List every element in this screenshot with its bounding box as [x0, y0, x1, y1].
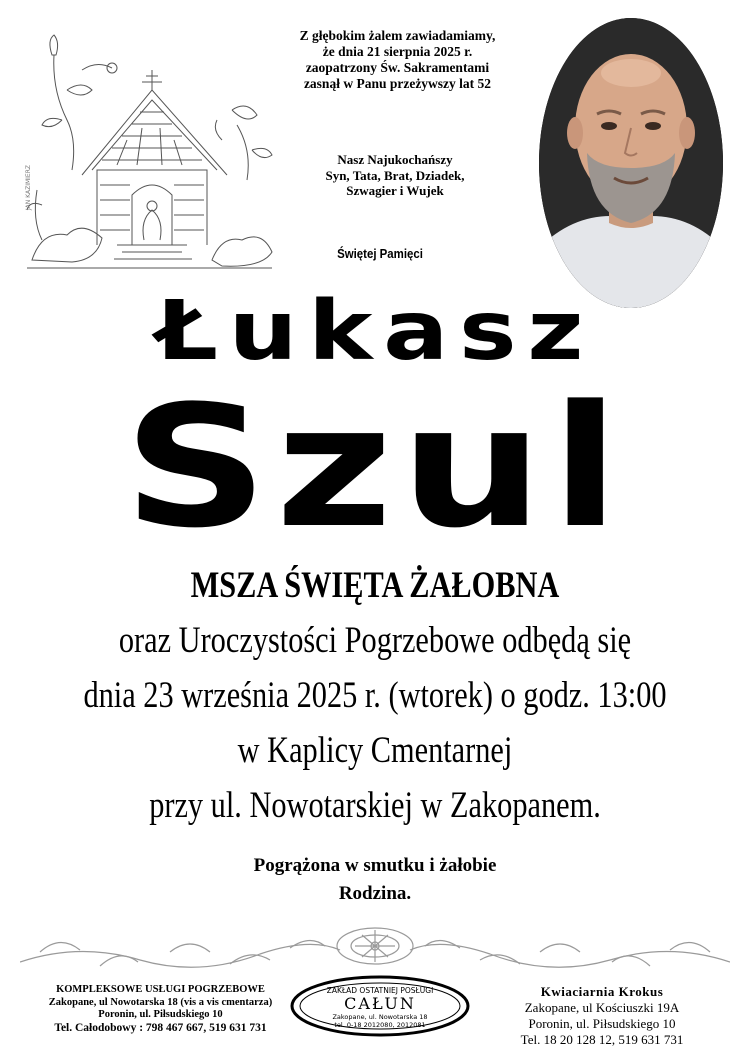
intro-line: że dnia 21 sierpnia 2025 r.	[322, 44, 473, 59]
calun-logo	[289, 974, 471, 1038]
funeral-home-title: KOMPLEKSOWE USŁUGI POGRZEBOWE	[56, 984, 265, 995]
ceremony-line: dnia 23 września 2025 r. (wtorek) o godz. 13:00	[83, 675, 667, 716]
svg-text:JAN KAZIMIERZ: JAN KAZIMIERZ	[25, 165, 32, 210]
florist-address: Poronin, ul. Piłsudskiego 10	[528, 1016, 676, 1031]
funeral-home-phone: Tel. Całodobowy : 798 467 667, 519 631 731	[54, 1021, 267, 1034]
family-line: Rodzina.	[338, 883, 412, 904]
memory-label: Świętej Pamięci	[337, 246, 423, 261]
chapel-sketch-illustration	[22, 30, 277, 275]
portrait-photo	[539, 18, 723, 308]
announcement-intro	[255, 28, 540, 92]
ceremony-line: przy ul. Nowotarskiej w Zakopanem.	[149, 785, 601, 826]
relations-line: Nasz Najukochańszy	[337, 152, 453, 167]
intro-line: Z głębokim żalem zawiadamiamy,	[299, 28, 496, 43]
funeral-home-address: Poronin, ul. Piłsudskiego 10	[98, 1009, 223, 1020]
relations-line: Syn, Tata, Brat, Dziadek,	[325, 167, 465, 183]
floral-divider-ornament	[20, 922, 730, 976]
relations-text	[280, 152, 510, 199]
ceremony-info	[0, 558, 750, 833]
first-name: Łukasz	[155, 284, 595, 379]
florist-address: Zakopane, ul Kościuszki 19A	[524, 1000, 680, 1015]
ceremony-line: oraz Uroczystości Pogrzebowe odbędą się	[118, 620, 632, 661]
ceremony-line: w Kaplicy Cmentarnej	[237, 730, 513, 771]
logo-address: Zakopane, ul. Nowotarska 18	[332, 1013, 428, 1021]
last-name: Szul	[123, 369, 627, 565]
logo-phone: tel. 0-18 2012080, 2012081	[334, 1021, 426, 1029]
logo-top-text: ZAKŁAD OSTATNIEJ POSŁUGI	[326, 986, 434, 995]
intro-line: zaopatrzony Św. Sakramentami	[305, 60, 490, 75]
logo-brand: CAŁUN	[344, 994, 416, 1013]
funeral-home-address: Zakopane, ul Nowotarska 18 (vis a vis cmentarza)	[48, 996, 273, 1008]
florist-phone: Tel. 18 20 128 12, 519 631 731	[520, 1032, 684, 1047]
relations-line: Szwagier i Wujek	[346, 183, 444, 198]
family-line: Pogrążona w smutku i żałobie	[253, 855, 497, 876]
family-signature	[0, 852, 750, 908]
florist-name: Kwiaciarnia Krokus	[540, 984, 664, 999]
florist-info	[474, 984, 730, 1048]
funeral-home-info	[18, 984, 303, 1034]
ceremony-title: MSZA ŚWIĘTA ŻAŁOBNA	[190, 565, 560, 606]
intro-line: zasnął w Panu przeżywszy lat 52	[303, 76, 492, 91]
